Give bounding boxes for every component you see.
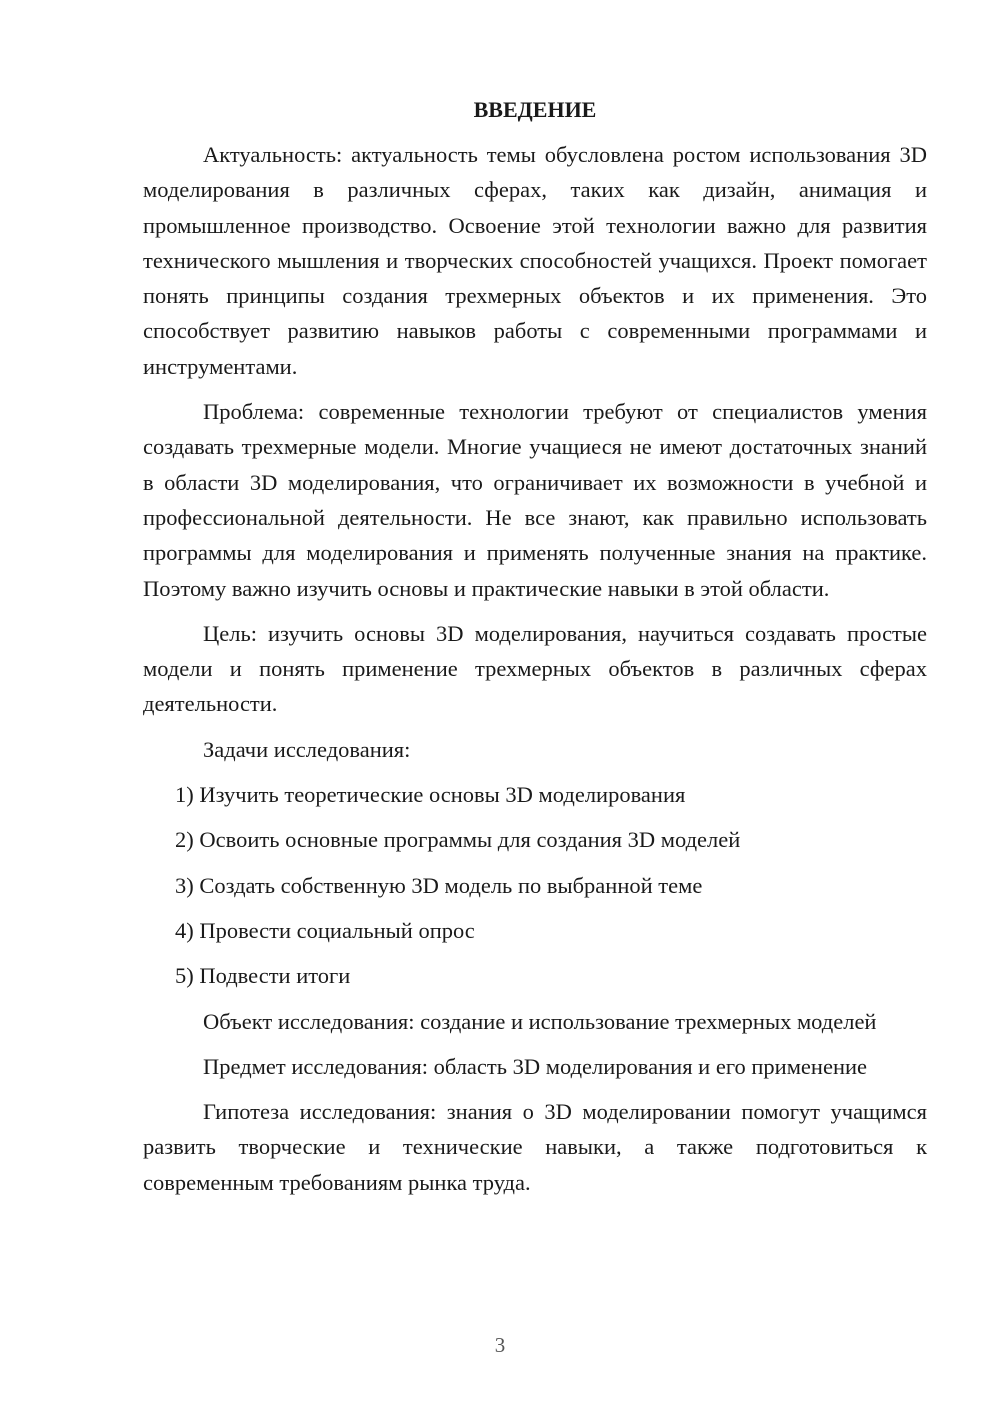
page-number: 3 [494,1333,506,1357]
problem-paragraph: Проблема: современные технологии требуют от специалистов умения создавать трехмерные модели. Многие учащиеся не имеют достаточных знаний в области 3D моделирования, что ограничивает их возможности в учебной и профессиональной деятельности. Не все знают, как правильно использовать программы для моделирования и применять полученные знания на практике. Поэтому важно изучить основы и практические навыки в этой области. [143,399,927,601]
task-item: 4) Провести социальный опрос [175,917,475,943]
task-item: 5) Подвести итоги [175,963,351,989]
object-paragraph: Объект исследования: создание и использование трехмерных моделей [203,1008,877,1034]
subject-paragraph: Предмет исследования: область 3D моделирования и его применение [203,1053,868,1079]
task-item: 3) Создать собственную 3D модель по выбранной теме [175,872,703,898]
page-title: ВВЕДЕНИЕ [473,97,597,122]
tasks-list [143,777,927,993]
relevance-paragraph: Актуальность: актуальность темы обусловлена ростом использования 3D моделирования в различных сферах, таких как дизайн, анимация и промышленное производство. Освоение этой технологии важно для развития технического мышления и творческих способностей учащихся. Проект помогает понять принципы создания трехмерных объектов и их применения. Это способствует развитию навыков работы с современными программами и инструментами. [143,142,927,379]
task-item: 1) Изучить теоретические основы 3D моделирования [175,782,686,808]
goal-paragraph: Цель: изучить основы 3D моделирования, научиться создавать простые модели и понять применение трехмерных объектов в различных сферах деятельности. [143,620,927,717]
tasks-heading: Задачи исследования: [203,736,411,762]
document-page [143,95,927,1210]
task-item: 2) Освоить основные программы для создания 3D моделей [175,827,741,853]
hypothesis-paragraph: Гипотеза исследования: знания о 3D моделировании помогут учащимся развить творческие и технические навыки, а также подготовиться к современным требованиям рынка труда. [143,1099,927,1195]
